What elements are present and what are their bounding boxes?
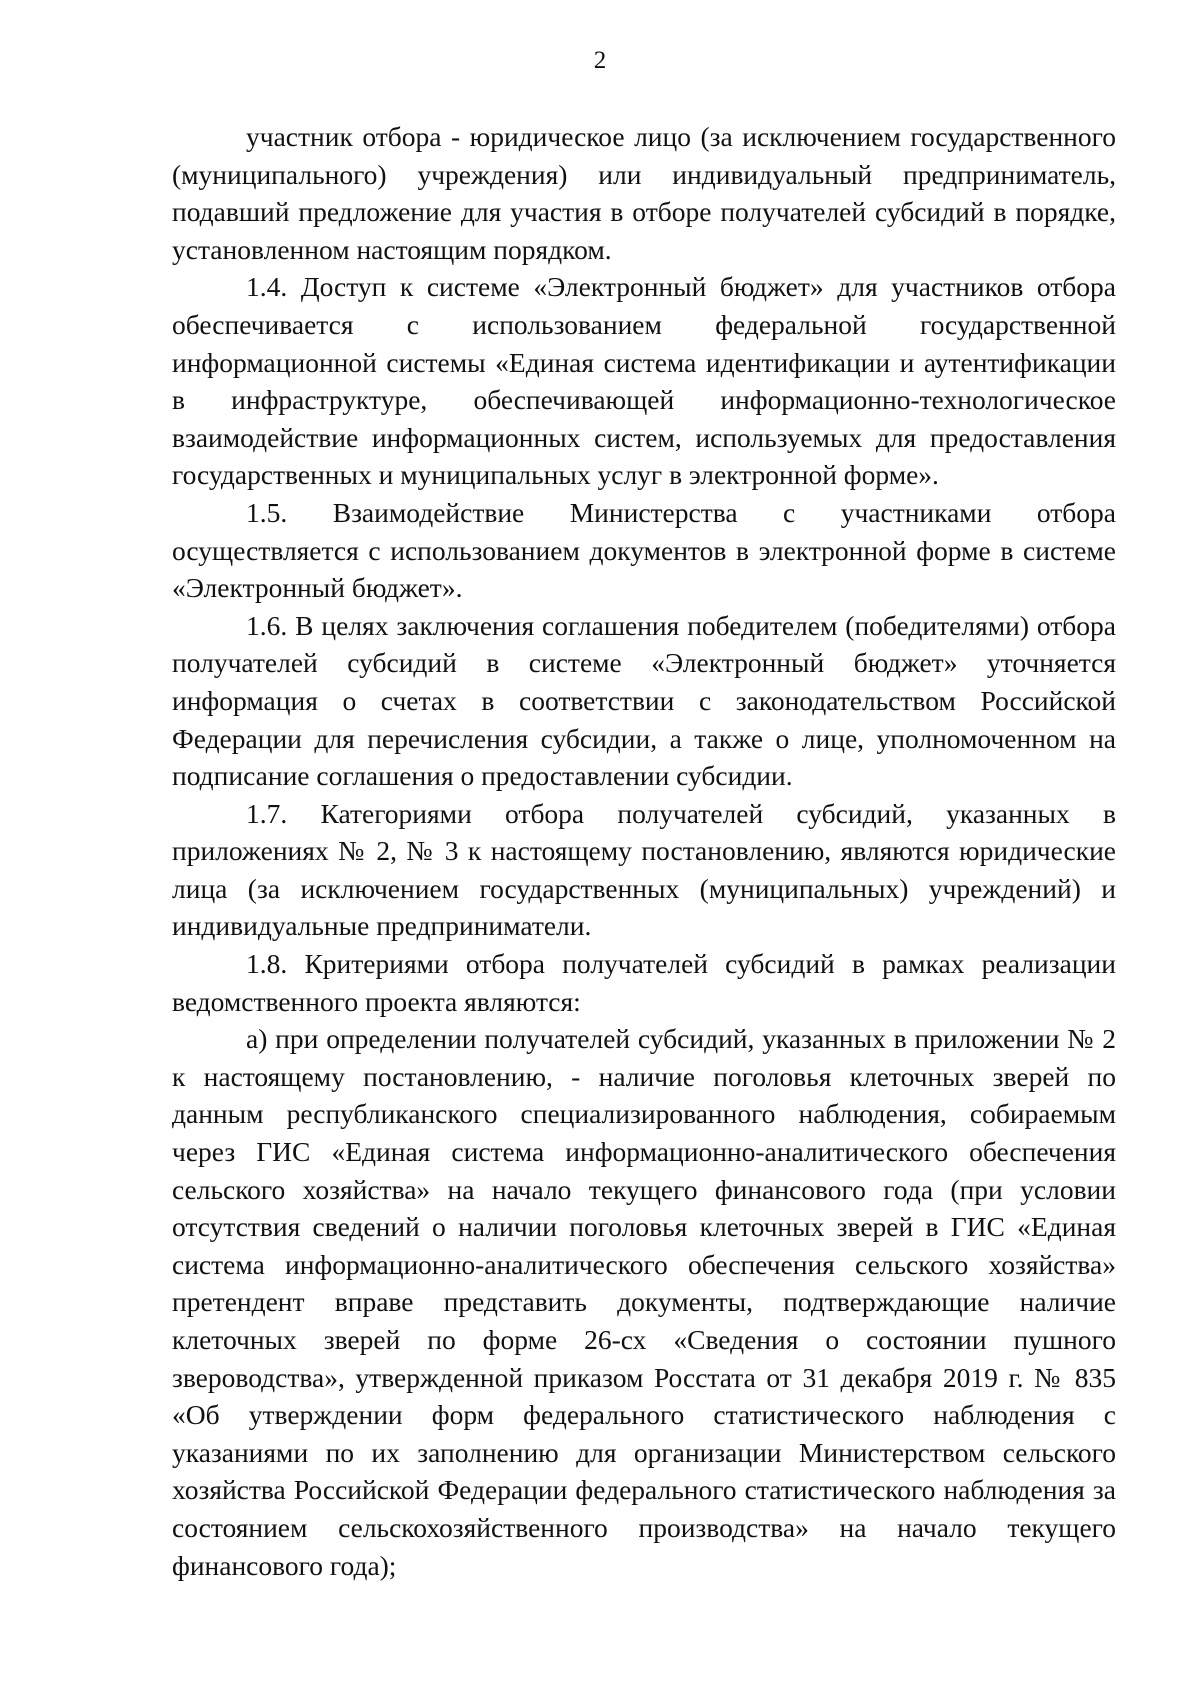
paragraph-1-8-criteria: 1.8. Критериями отбора получателей субсидий в рамках реализации ведомственного проекта являются:	[172, 948, 1116, 1017]
paragraph-criteria-a: а) при определении получателей субсидий, указанных в приложении № 2 к настоящему постановлению, - наличие поголовья клеточных зверей по данным республиканского специализированного наблюдения, собираемым через ГИС «Единая система информационно-аналитического обеспечения сельского хозяйства» на начало текущего финансового года (при условии отсутствия сведений о наличии поголовья клеточных зверей в ГИС «Единая система информационно-аналитического обеспечения сельского хозяйства» претендент вправе представить документы, подтверждающие наличие клеточных зверей по форме 26-сх «Сведения о состоянии пушного звероводства», утвержденной приказом Росстата от 31 декабря 2019 г. № 835 «Об утверждении форм федерального статистического наблюдения с указаниями по их заполнению для организации Министерством сельского хозяйства Российской Федерации федерального статистического наблюдения за состоянием сельскохозяйственного производства» на начало текущего финансового года);	[172, 1023, 1116, 1581]
paragraph-1-5-interaction: 1.5. Взаимодействие Министерства с участниками отбора осуществляется с использованием документов в электронной форме в системе «Электронный бюджет».	[172, 496, 1116, 604]
paragraph-1-6-agreement: 1.6. В целях заключения соглашения победителем (победителями) отбора получателей субсидий в системе «Электронный бюджет» уточняется информация о счетах в соответствии с законодательством Российской Федерации для перечисления субсидии, а также о лице, уполномоченном на подписание соглашения о предоставлении субсидии.	[172, 609, 1116, 792]
paragraph-participant-definition: участник отбора - юридическое лицо (за исключением государственного (муниципального) учреждения) или индивидуальный предприниматель, подавший предложение для участия в отборе получателей субсидий в порядке, установленном настоящим порядком.	[172, 121, 1116, 265]
document-body	[172, 118, 1116, 1584]
page-number: 2	[593, 47, 607, 74]
paragraph-1-7-categories: 1.7. Категориями отбора получателей субсидий, указанных в приложениях № 2, № 3 к настоящему постановлению, являются юридические лица (за исключением государственных (муниципальных) учреждений) и индивидуальные предприниматели.	[172, 797, 1116, 942]
paragraph-1-4-system-access: 1.4. Доступ к системе «Электронный бюджет» для участников отбора обеспечивается с использованием федеральной государственной информационной системы «Единая система идентификации и аутентификации в инфраструктуре, обеспечивающей информационно-технологическое взаимодействие информационных систем, используемых для предоставления государственных и муниципальных услуг в электронной форме».	[172, 271, 1116, 491]
